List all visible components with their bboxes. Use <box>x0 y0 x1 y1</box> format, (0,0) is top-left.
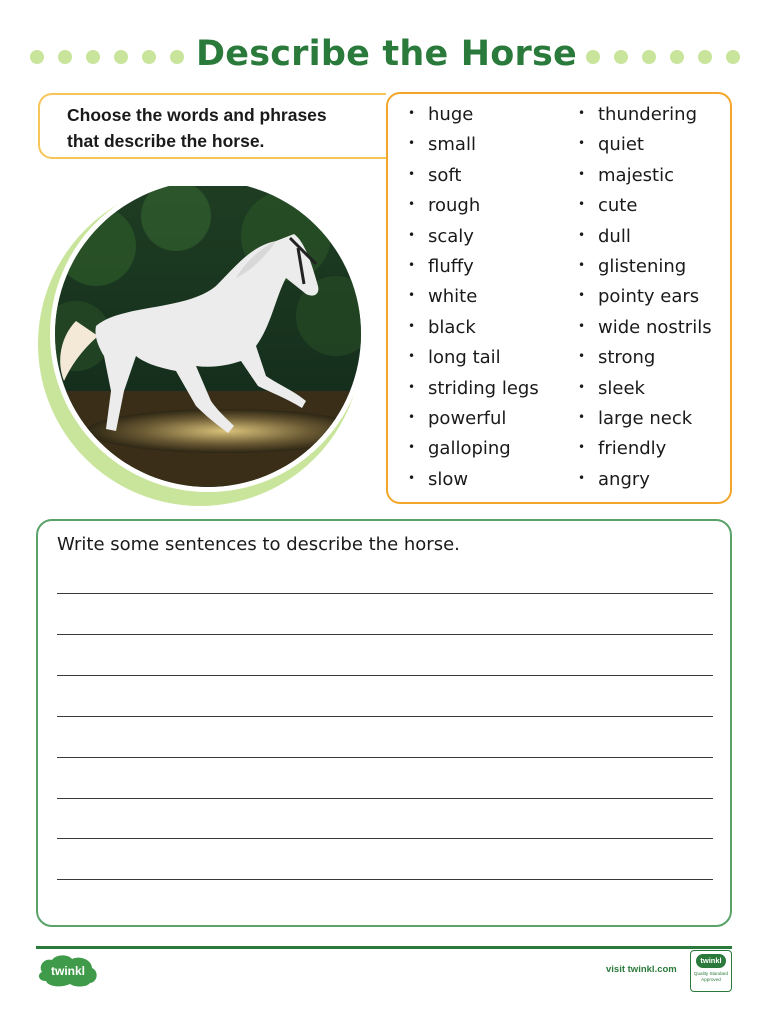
word-item <box>408 343 539 373</box>
badge-logo: twinkl <box>696 954 726 968</box>
word-text: slow <box>428 468 469 490</box>
instruction-line-2: that describe the horse. <box>67 131 265 151</box>
bullet-icon: • <box>408 470 416 485</box>
decorative-dots-left <box>30 50 184 64</box>
footer-divider <box>36 946 732 949</box>
writing-line[interactable] <box>57 798 713 799</box>
bullet-icon: • <box>408 136 416 151</box>
bullet-icon: • <box>408 349 416 364</box>
word-text: black <box>428 316 476 338</box>
bullet-icon: • <box>578 197 586 212</box>
dot <box>614 50 628 64</box>
word-item <box>408 191 539 221</box>
word-item <box>408 434 539 464</box>
dot <box>726 50 740 64</box>
word-text: large neck <box>598 408 693 430</box>
word-text: strong <box>598 347 656 369</box>
word-text: rough <box>428 195 481 217</box>
word-item <box>578 191 712 221</box>
bullet-icon: • <box>578 227 586 242</box>
dot <box>30 50 44 64</box>
word-item <box>578 161 712 191</box>
instruction-line-1: Choose the words and phrases <box>67 105 327 125</box>
decorative-dots-right <box>586 50 740 64</box>
dot <box>670 50 684 64</box>
bullet-icon: • <box>408 288 416 303</box>
dot <box>58 50 72 64</box>
word-text: glistening <box>598 256 687 278</box>
word-bank <box>386 92 732 504</box>
writing-line[interactable] <box>57 879 713 880</box>
bullet-icon: • <box>578 106 586 120</box>
dot <box>170 50 184 64</box>
page-title: Describe the Horse <box>196 34 577 74</box>
writing-line[interactable] <box>57 634 713 635</box>
word-text: white <box>428 286 478 308</box>
bullet-icon: • <box>408 318 416 333</box>
bullet-icon: • <box>408 197 416 212</box>
word-item <box>408 252 539 282</box>
word-column-left <box>408 100 539 495</box>
word-item <box>408 130 539 160</box>
word-text: fluffy <box>428 256 474 278</box>
word-item <box>578 313 712 343</box>
bullet-icon: • <box>578 379 586 394</box>
word-item <box>578 222 712 252</box>
bullet-icon: • <box>408 379 416 394</box>
bullet-icon: • <box>578 409 586 424</box>
bullet-icon: • <box>408 257 416 272</box>
badge-text: Quality Standard Approved <box>693 971 729 982</box>
word-item <box>578 282 712 312</box>
word-item <box>578 343 712 373</box>
writing-line[interactable] <box>57 757 713 758</box>
word-item <box>578 374 712 404</box>
writing-area <box>36 519 732 927</box>
word-item <box>578 130 712 160</box>
bullet-icon: • <box>408 440 416 455</box>
bullet-icon: • <box>578 166 586 181</box>
bullet-icon: • <box>578 136 586 151</box>
word-text: scaly <box>428 225 474 247</box>
word-text: pointy ears <box>598 286 700 308</box>
word-item <box>578 434 712 464</box>
bullet-icon: • <box>408 166 416 181</box>
word-item <box>408 282 539 312</box>
dot <box>586 50 600 64</box>
word-item <box>578 404 712 434</box>
word-text: long tail <box>428 347 501 369</box>
twinkl-logo[interactable] <box>36 952 100 988</box>
word-text: sleek <box>598 377 645 399</box>
word-text: friendly <box>598 438 667 460</box>
word-item <box>578 252 712 282</box>
word-item <box>408 313 539 343</box>
bullet-icon: • <box>578 318 586 333</box>
word-text: galloping <box>428 438 511 460</box>
word-item <box>408 374 539 404</box>
bullet-icon: • <box>578 440 586 455</box>
word-text: cute <box>598 195 638 217</box>
writing-line[interactable] <box>57 675 713 676</box>
word-text: angry <box>598 468 650 490</box>
word-item <box>408 404 539 434</box>
dot <box>114 50 128 64</box>
horse-image <box>36 186 376 506</box>
word-column-right <box>578 100 712 495</box>
word-item <box>578 100 712 130</box>
word-text: huge <box>428 104 474 126</box>
writing-prompt: Write some sentences to describe the horse. <box>57 534 460 555</box>
bullet-icon: • <box>578 288 586 303</box>
bullet-icon: • <box>578 470 586 485</box>
dot <box>642 50 656 64</box>
bullet-icon: • <box>578 257 586 272</box>
dot <box>142 50 156 64</box>
word-item <box>408 161 539 191</box>
visit-link[interactable]: visit twinkl.com <box>606 964 677 975</box>
word-text: soft <box>428 164 462 186</box>
word-text: small <box>428 134 476 156</box>
dot <box>86 50 100 64</box>
writing-line[interactable] <box>57 716 713 717</box>
word-text: powerful <box>428 408 507 430</box>
bullet-icon: • <box>408 106 416 120</box>
word-text: dull <box>598 225 631 247</box>
bullet-icon: • <box>408 227 416 242</box>
writing-line[interactable] <box>57 838 713 839</box>
word-text: majestic <box>598 164 674 186</box>
word-text: quiet <box>598 134 644 156</box>
word-text: thundering <box>598 104 698 126</box>
word-item <box>408 100 539 130</box>
word-item <box>408 222 539 252</box>
instruction-box <box>38 93 386 159</box>
dot <box>698 50 712 64</box>
logo-text: twinkl <box>50 964 86 978</box>
word-text: striding legs <box>428 377 539 399</box>
word-item <box>408 465 539 495</box>
quality-badge <box>690 950 732 992</box>
writing-line[interactable] <box>57 593 713 594</box>
bullet-icon: • <box>578 349 586 364</box>
word-item <box>578 465 712 495</box>
bullet-icon: • <box>408 409 416 424</box>
horse-photo <box>36 186 376 506</box>
word-text: wide nostrils <box>598 316 712 338</box>
